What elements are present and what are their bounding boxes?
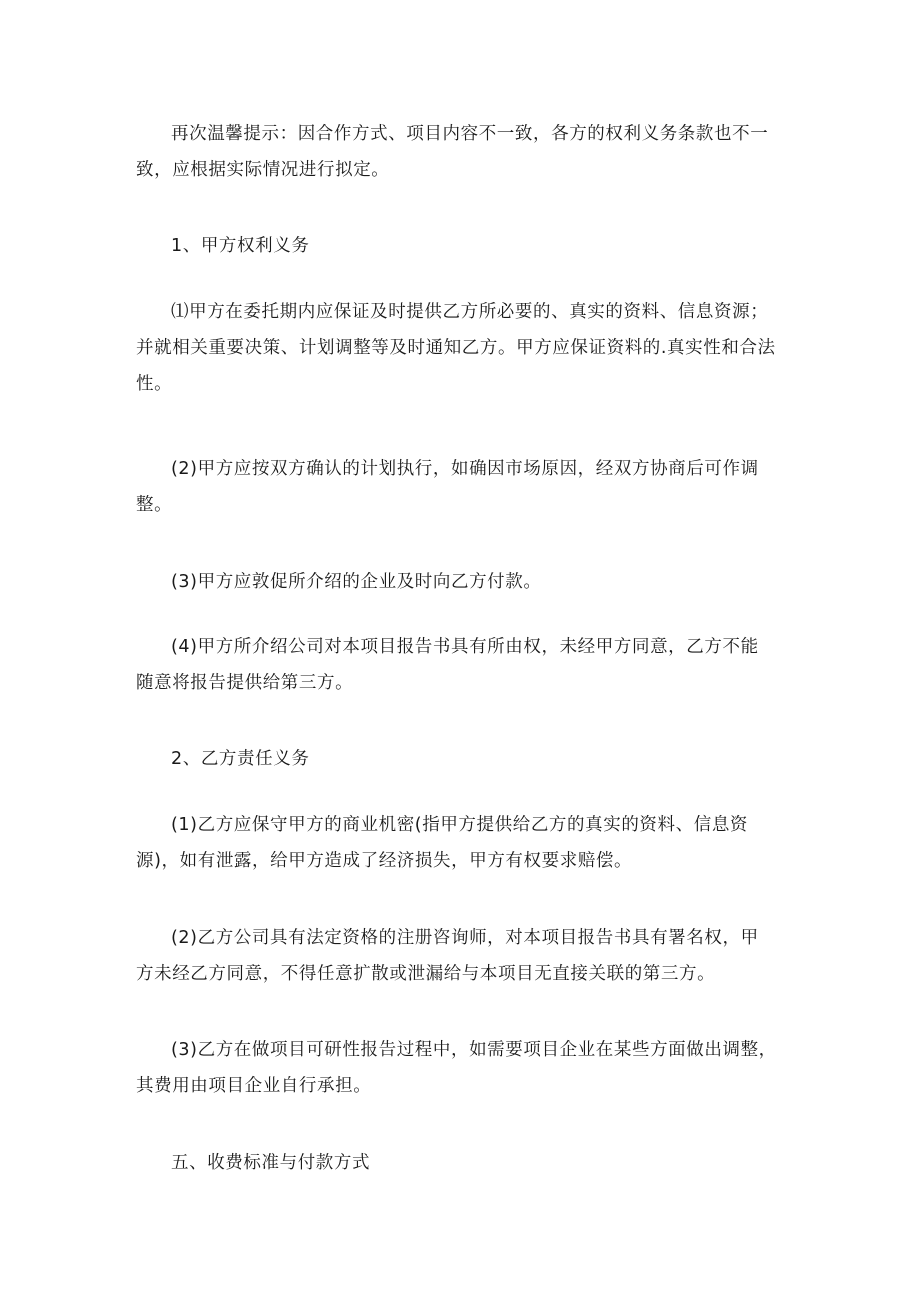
party-a-clause-1	[136, 294, 792, 402]
section-heading-party-b	[136, 741, 792, 777]
reminder-paragraph	[136, 116, 792, 188]
text-line: 整。	[136, 495, 173, 515]
party-b-clause-3	[136, 1032, 792, 1104]
text-line: 源)，如有泄露，给甲方造成了经济损失，甲方有权要求赔偿。	[136, 851, 633, 871]
text-line: 致，应根据实际情况进行拟定。	[136, 160, 390, 180]
party-b-clause-2	[136, 920, 792, 992]
text-line: 其费用由项目企业自行承担。	[136, 1076, 372, 1096]
text-line: (1)乙方应保守甲方的商业机密(指甲方提供给乙方的真实的资料、信息资	[171, 815, 749, 835]
heading-text: 1、甲方权利义务	[171, 236, 310, 256]
text-line: 方未经乙方同意，不得任意扩散或泄漏给与本项目无直接关联的第三方。	[136, 964, 716, 984]
heading-text: 五、收费标准与付款方式	[171, 1153, 371, 1173]
party-a-clause-4	[136, 629, 792, 701]
text-line: (2)甲方应按双方确认的计划执行，如确因市场原因，经双方协商后可作调	[171, 459, 759, 479]
party-a-clause-3	[136, 564, 792, 600]
heading-text: 2、乙方责任义务	[171, 749, 310, 769]
party-b-clause-1	[136, 807, 792, 879]
text-line: (2)乙方公司具有法定资格的注册咨询师，对本项目报告书具有署名权，甲	[171, 928, 759, 948]
text-line: 随意将报告提供给第三方。	[136, 673, 354, 693]
text-line: 再次温馨提示：因合作方式、项目内容不一致，各方的权利义务条款也不一	[171, 124, 769, 144]
text-line: (3)甲方应敦促所介绍的企业及时向乙方付款。	[171, 572, 542, 592]
text-line: (3)乙方在做项目可研性报告过程中，如需要项目企业在某些方面做出调整，	[171, 1040, 777, 1060]
section-heading-party-a	[136, 228, 792, 264]
section-heading-fees	[136, 1145, 792, 1181]
text-line: 并就相关重要决策、计划调整等及时通知乙方。甲方应保证资料的.真实性和合法	[136, 338, 776, 358]
party-a-clause-2	[136, 451, 792, 523]
text-line: (4)甲方所介绍公司对本项目报告书具有所由权，未经甲方同意，乙方不能	[171, 637, 759, 657]
text-line: ⑴甲方在委托期内应保证及时提供乙方所必要的、真实的资料、信息资源；	[171, 302, 769, 322]
text-line: 性。	[136, 374, 173, 394]
